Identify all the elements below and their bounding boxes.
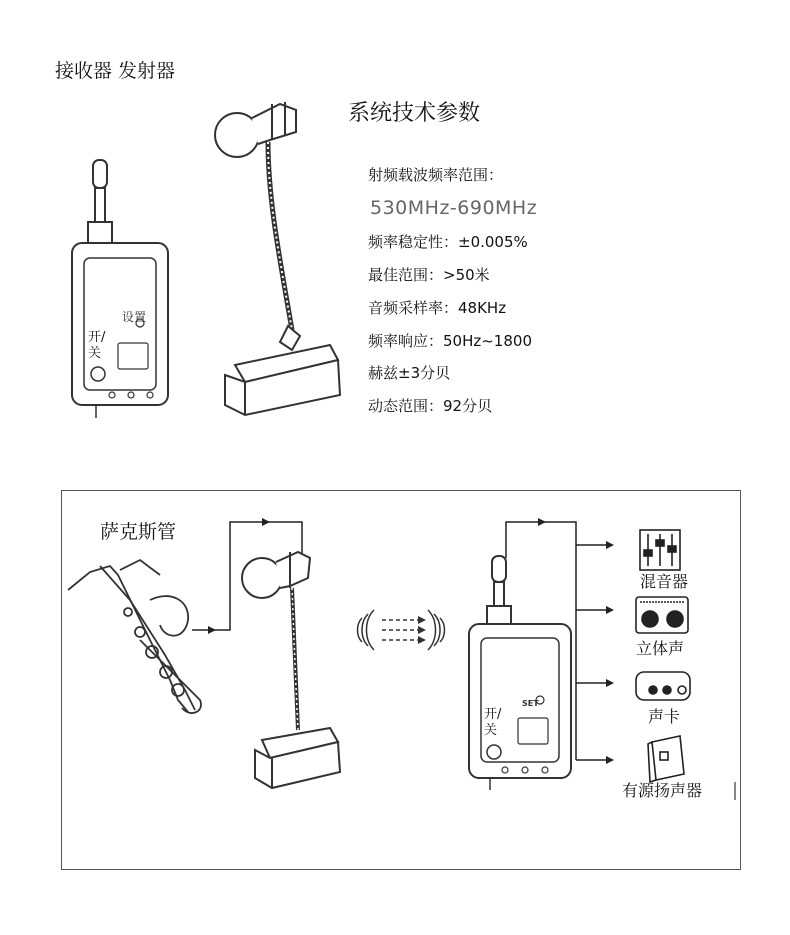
spec-freq-response: 频率响应：50Hz~1800 xyxy=(368,332,532,350)
output-label-mixer: 混音器 xyxy=(640,572,689,591)
transmitter-bottom-icon xyxy=(242,552,340,788)
spec-sample-rate: 音频采样率：48KHz xyxy=(368,299,507,317)
receiver-bottom-power-label-1: 开/ xyxy=(484,707,502,722)
active-speaker-icon xyxy=(648,736,684,782)
page-title: 接收器 发射器 xyxy=(55,60,176,82)
sound-card-icon xyxy=(636,672,690,700)
output-label-active-speaker: 有源扬声器 xyxy=(622,781,703,800)
output-label-sound-card: 声卡 xyxy=(648,707,681,726)
spec-hertz: 赫兹±3分贝 xyxy=(368,364,451,382)
spec-carrier-value: 530MHz-690MHz xyxy=(370,197,538,219)
stereo-speaker-icon xyxy=(636,597,688,633)
receiver-bottom-set-label: SET xyxy=(522,699,539,708)
receiver-bottom-power-label-2: 关 xyxy=(484,723,498,738)
saxophone-icon xyxy=(68,560,201,713)
spec-dynamic-range: 动态范围：92分贝 xyxy=(368,397,493,415)
mixer-icon xyxy=(640,530,680,570)
spec-carrier-label: 射频载波频率范围： xyxy=(368,166,504,184)
spec-best-range: 最佳范围：>50米 xyxy=(368,266,490,284)
receiver-power-label-1: 开/ xyxy=(88,330,106,345)
receiver-set-label: 设置 xyxy=(122,310,147,324)
spec-stability: 频率稳定性：±0.005% xyxy=(368,233,528,251)
wireless-signal-icon xyxy=(358,610,445,650)
spec-title: 系统技术参数 xyxy=(348,101,481,126)
receiver-bottom-icon xyxy=(469,556,571,790)
receiver-power-label-2: 关 xyxy=(88,346,102,361)
output-label-stereo: 立体声 xyxy=(636,639,685,658)
saxophone-label: 萨克斯管 xyxy=(100,521,177,543)
